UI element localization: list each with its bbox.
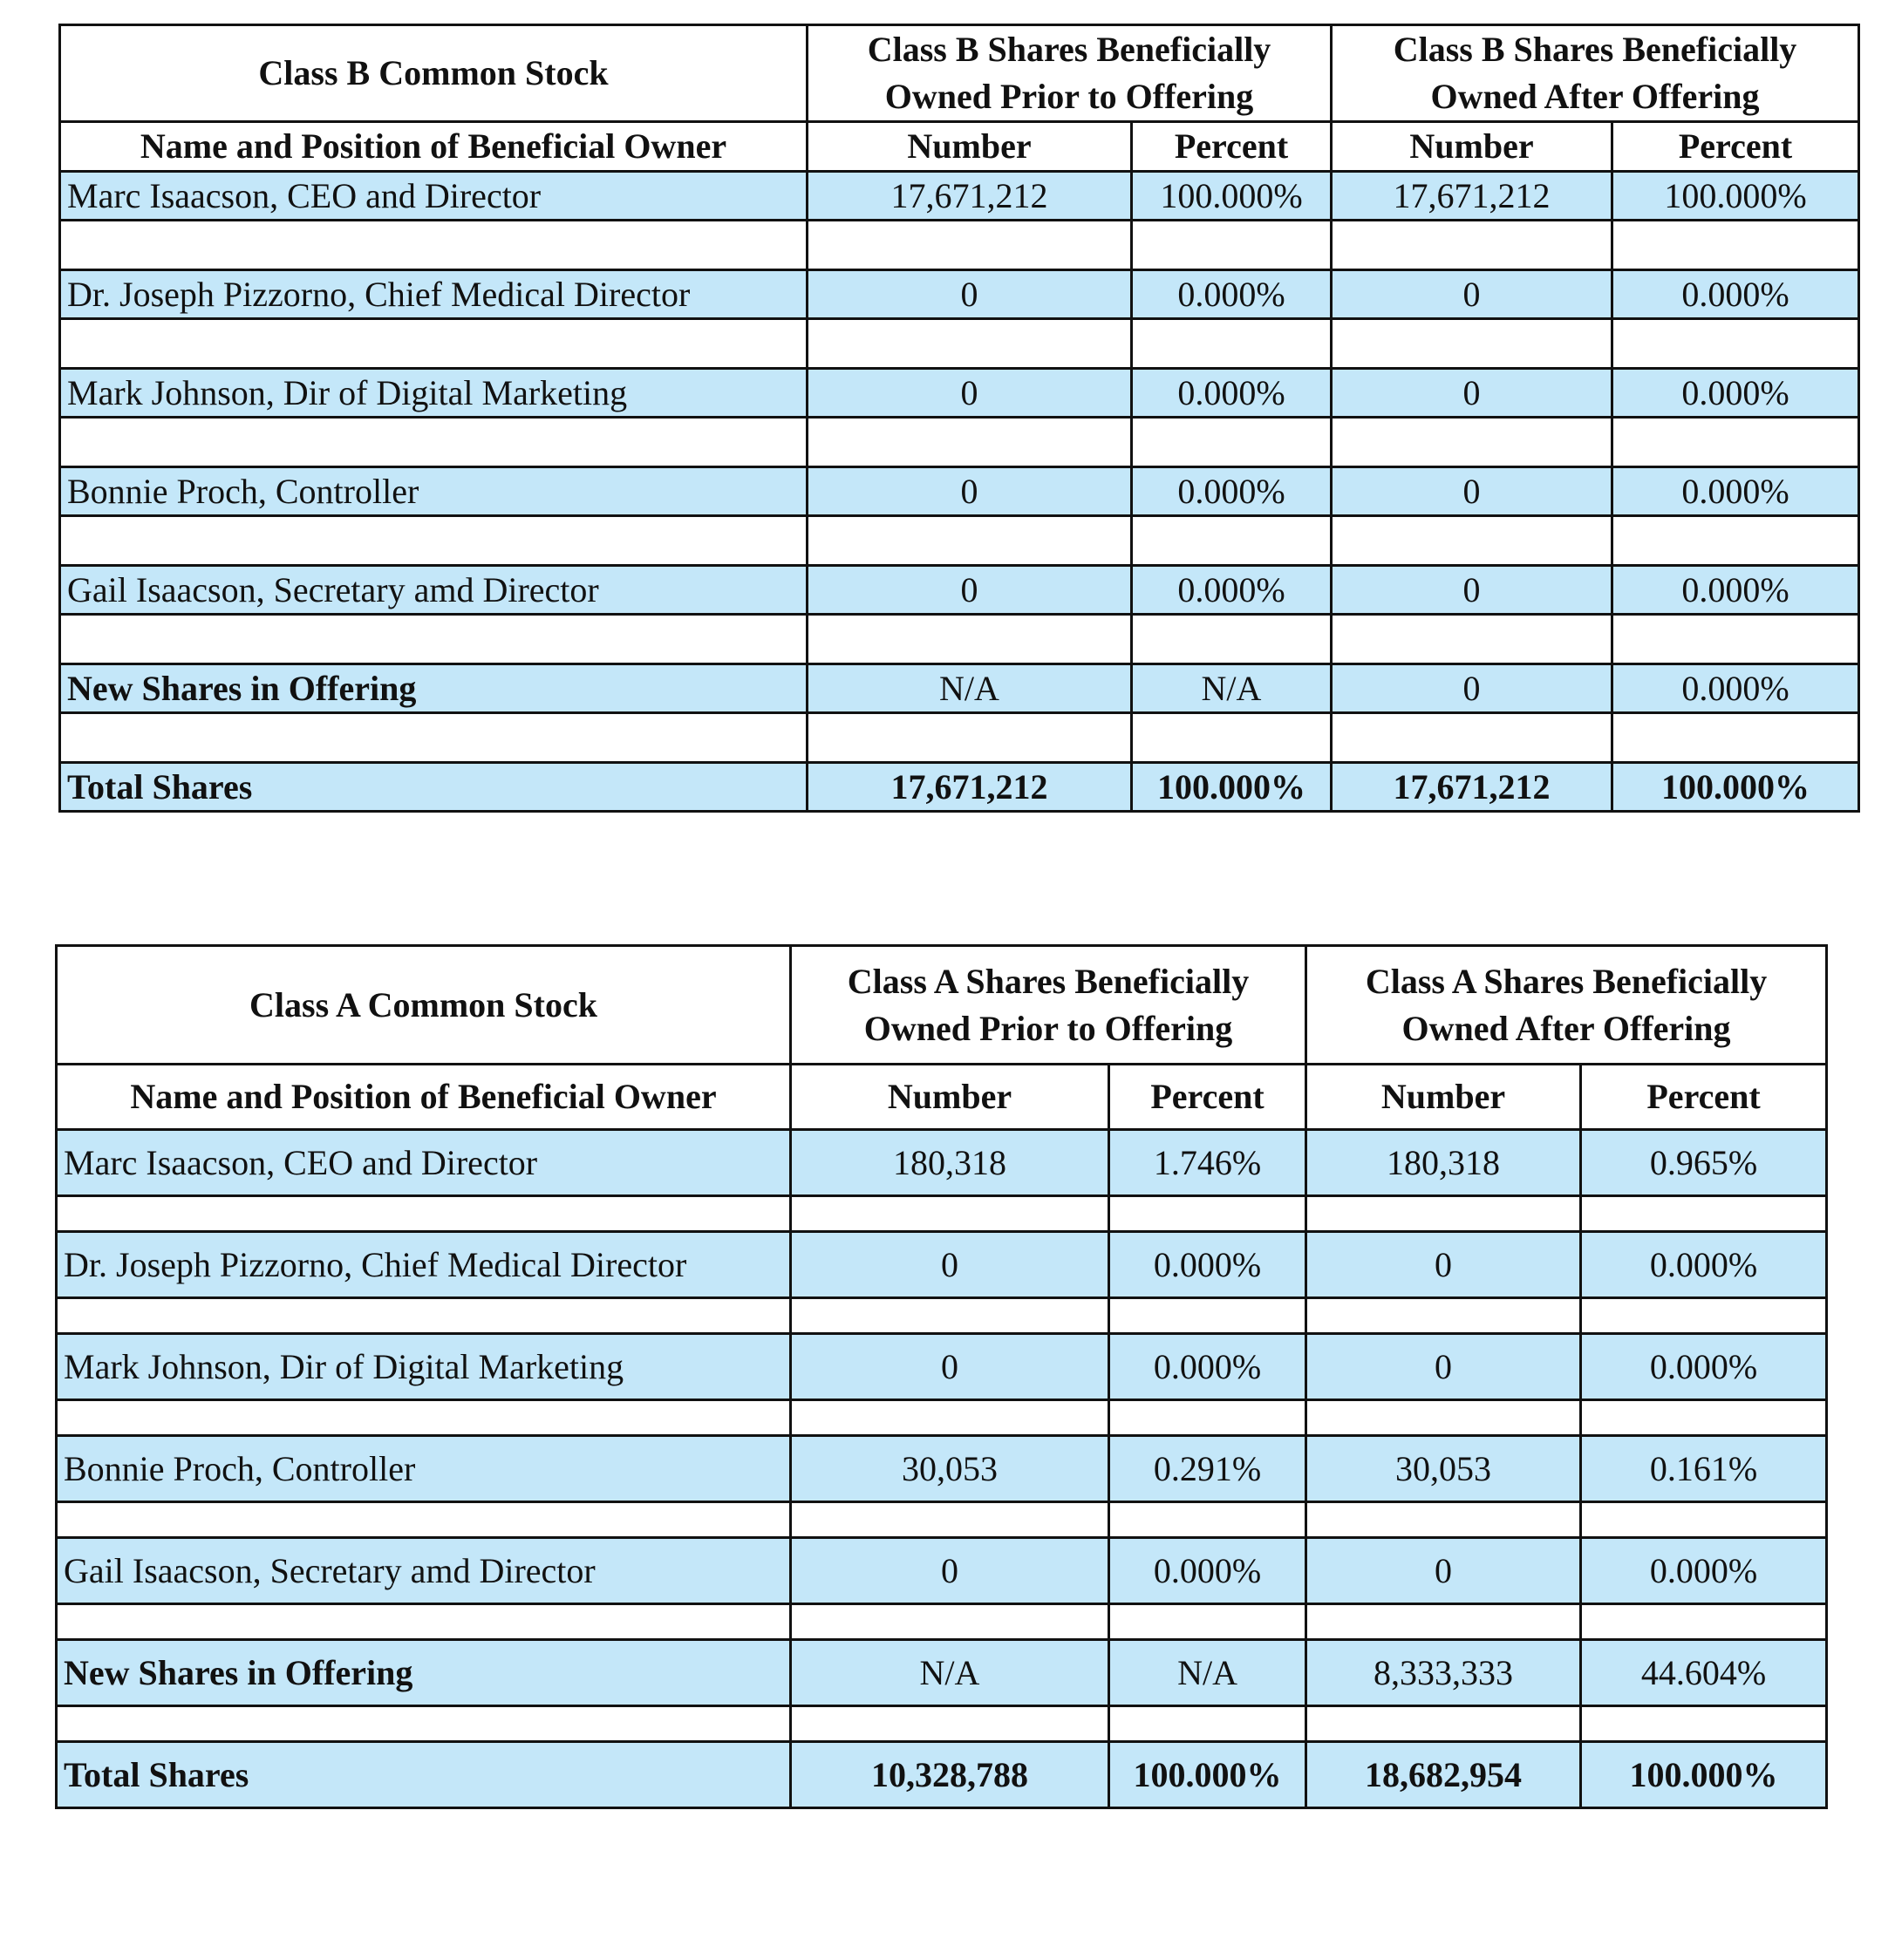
- owner-name: Gail Isaacson, Secretary amd Director: [57, 1538, 791, 1604]
- spacer-row: [60, 319, 1859, 369]
- after-number: 0: [1306, 1538, 1581, 1604]
- total-prior-percent: 100.000%: [1109, 1742, 1306, 1808]
- after-percent: 44.604%: [1581, 1640, 1827, 1706]
- after-percent: 0.000%: [1612, 566, 1859, 615]
- prior-percent: 100.000%: [1132, 172, 1332, 221]
- prior-number: 0: [791, 1538, 1109, 1604]
- table-row: [57, 1130, 1827, 1196]
- after-percent: 0.000%: [1612, 270, 1859, 319]
- prior-number: 17,671,212: [808, 172, 1132, 221]
- table-row: [57, 1232, 1827, 1298]
- table-row: [57, 1334, 1827, 1400]
- header-row-groups: [60, 25, 1859, 122]
- table-row: [60, 664, 1859, 713]
- column-header-after-number: Number: [1332, 122, 1612, 172]
- spacer-row: [60, 221, 1859, 270]
- prior-percent: 0.000%: [1132, 566, 1332, 615]
- table-title: Class B Common Stock: [60, 25, 808, 122]
- prior-number: 0: [808, 369, 1132, 418]
- after-percent: 0.000%: [1581, 1334, 1827, 1400]
- spacer-row: [57, 1298, 1827, 1334]
- after-number: 0: [1332, 664, 1612, 713]
- spacer-row: [57, 1502, 1827, 1538]
- total-prior-number: 17,671,212: [808, 763, 1132, 812]
- after-number: 30,053: [1306, 1436, 1581, 1502]
- total-prior-percent: 100.000%: [1132, 763, 1332, 812]
- table-row: [60, 270, 1859, 319]
- owner-name: New Shares in Offering: [60, 664, 808, 713]
- prior-offering-header: Class A Shares Beneficially Owned Prior to Offering: [791, 946, 1306, 1065]
- total-label: Total Shares: [60, 763, 808, 812]
- after-number: 0: [1306, 1334, 1581, 1400]
- spacer-row: [57, 1400, 1827, 1436]
- table-row: [60, 566, 1859, 615]
- after-number: 0: [1332, 566, 1612, 615]
- table-row: [60, 172, 1859, 221]
- prior-number: 0: [791, 1232, 1109, 1298]
- prior-percent: N/A: [1109, 1640, 1306, 1706]
- after-number: 0: [1306, 1232, 1581, 1298]
- after-percent: 100.000%: [1612, 172, 1859, 221]
- table-row: [57, 1436, 1827, 1502]
- prior-number: N/A: [808, 664, 1132, 713]
- after-percent: 0.000%: [1612, 369, 1859, 418]
- total-row: [60, 763, 1859, 812]
- prior-percent: 0.000%: [1132, 270, 1332, 319]
- owner-name: Marc Isaacson, CEO and Director: [60, 172, 808, 221]
- after-offering-header: Class A Shares Beneficially Owned After Offering: [1306, 946, 1827, 1065]
- after-percent: 0.000%: [1581, 1538, 1827, 1604]
- owner-name: Mark Johnson, Dir of Digital Marketing: [60, 369, 808, 418]
- class-a-ownership-table: [55, 944, 1828, 1809]
- column-header-prior-percent: Percent: [1132, 122, 1332, 172]
- after-number: 17,671,212: [1332, 172, 1612, 221]
- prior-number: 30,053: [791, 1436, 1109, 1502]
- total-label: Total Shares: [57, 1742, 791, 1808]
- after-percent: 0.161%: [1581, 1436, 1827, 1502]
- header-row-groups: [57, 946, 1827, 1065]
- column-header-name: Name and Position of Beneficial Owner: [60, 122, 808, 172]
- prior-percent: 0.000%: [1109, 1232, 1306, 1298]
- spacer-row: [57, 1706, 1827, 1742]
- spacer-row: [57, 1196, 1827, 1232]
- after-number: 0: [1332, 369, 1612, 418]
- table-row: [57, 1538, 1827, 1604]
- total-after-number: 18,682,954: [1306, 1742, 1581, 1808]
- prior-percent: 1.746%: [1109, 1130, 1306, 1196]
- class-b-ownership-table: [58, 24, 1860, 813]
- column-header-after-percent: Percent: [1612, 122, 1859, 172]
- owner-name: Bonnie Proch, Controller: [60, 467, 808, 516]
- owner-name: Bonnie Proch, Controller: [57, 1436, 791, 1502]
- prior-percent: 0.000%: [1132, 467, 1332, 516]
- owner-name: Dr. Joseph Pizzorno, Chief Medical Director: [60, 270, 808, 319]
- column-header-prior-number: Number: [808, 122, 1132, 172]
- after-number: 180,318: [1306, 1130, 1581, 1196]
- owner-name: Dr. Joseph Pizzorno, Chief Medical Director: [57, 1232, 791, 1298]
- after-number: 0: [1332, 270, 1612, 319]
- prior-offering-header: Class B Shares Beneficially Owned Prior to Offering: [808, 25, 1332, 122]
- owner-name: New Shares in Offering: [57, 1640, 791, 1706]
- table-row: [60, 467, 1859, 516]
- owner-name: Mark Johnson, Dir of Digital Marketing: [57, 1334, 791, 1400]
- spacer-row: [60, 516, 1859, 566]
- prior-number: 180,318: [791, 1130, 1109, 1196]
- header-row-columns: [57, 1065, 1827, 1130]
- prior-number: 0: [808, 467, 1132, 516]
- prior-percent: 0.291%: [1109, 1436, 1306, 1502]
- after-number: 0: [1332, 467, 1612, 516]
- after-percent: 0.000%: [1612, 664, 1859, 713]
- column-header-prior-percent: Percent: [1109, 1065, 1306, 1130]
- column-header-prior-number: Number: [791, 1065, 1109, 1130]
- table-row: [60, 369, 1859, 418]
- header-row-columns: [60, 122, 1859, 172]
- table-row: [57, 1640, 1827, 1706]
- prior-percent: 0.000%: [1132, 369, 1332, 418]
- total-row: [57, 1742, 1827, 1808]
- prior-number: N/A: [791, 1640, 1109, 1706]
- total-after-number: 17,671,212: [1332, 763, 1612, 812]
- spacer-row: [60, 418, 1859, 467]
- owner-name: Gail Isaacson, Secretary amd Director: [60, 566, 808, 615]
- prior-number: 0: [808, 270, 1132, 319]
- after-percent: 0.000%: [1612, 467, 1859, 516]
- column-header-after-percent: Percent: [1581, 1065, 1827, 1130]
- after-offering-header: Class B Shares Beneficially Owned After Offering: [1332, 25, 1859, 122]
- total-after-percent: 100.000%: [1581, 1742, 1827, 1808]
- table-title: Class A Common Stock: [57, 946, 791, 1065]
- spacer-row: [60, 615, 1859, 664]
- after-percent: 0.000%: [1581, 1232, 1827, 1298]
- prior-number: 0: [808, 566, 1132, 615]
- spacer-row: [60, 713, 1859, 763]
- column-header-name: Name and Position of Beneficial Owner: [57, 1065, 791, 1130]
- after-number: 8,333,333: [1306, 1640, 1581, 1706]
- total-after-percent: 100.000%: [1612, 763, 1859, 812]
- total-prior-number: 10,328,788: [791, 1742, 1109, 1808]
- prior-number: 0: [791, 1334, 1109, 1400]
- column-header-after-number: Number: [1306, 1065, 1581, 1130]
- spacer-row: [57, 1604, 1827, 1640]
- owner-name: Marc Isaacson, CEO and Director: [57, 1130, 791, 1196]
- prior-percent: 0.000%: [1109, 1334, 1306, 1400]
- after-percent: 0.965%: [1581, 1130, 1827, 1196]
- prior-percent: 0.000%: [1109, 1538, 1306, 1604]
- prior-percent: N/A: [1132, 664, 1332, 713]
